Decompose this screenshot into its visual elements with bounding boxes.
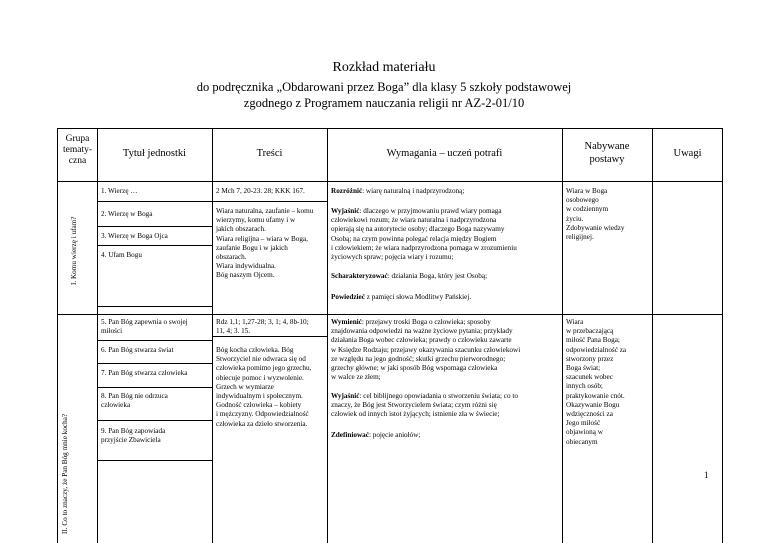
col-divider — [652, 128, 653, 543]
row-divider — [97, 245, 212, 246]
header-notes: Uwagi — [673, 148, 702, 159]
unit-8-title: 8. Pan Bóg nie odrzuca człowieka — [101, 392, 168, 410]
document-title: Rozkład materiału — [332, 60, 436, 75]
page-number: 1 — [704, 470, 709, 480]
unit-7-title: 7. Pan Bóg stwarza człowieka — [101, 369, 188, 377]
group2-label: II. Co to znaczy, że Pan Bóg mnie kocha? — [61, 413, 69, 534]
row-divider — [97, 363, 212, 364]
document-subtitle-line2: zgodnego z Programem nauczania religii nr AZ-2-01/10 — [243, 96, 525, 110]
group2-content-text: Bóg kocha człowieka. Bóg Stworzyciel nie odwraca się od człowieka pomimo jego grzechu, obiecuje pomoc i wyzwolenie. Grzech w wymiarze indywidualnym i społecznym. Godność człowieka – kobiety i mężczyzny. Odpowiedzialność człowieka za dzieło stworzenia. — [216, 346, 312, 428]
row-divider — [97, 226, 212, 227]
unit-1-title: 1. Wierzę … — [101, 187, 138, 195]
group1-attitudes: Wiara w Boga osobowego w codziennym życiu. Zdobywanie wiedzy religijnej. — [566, 187, 625, 242]
row-divider — [97, 201, 212, 202]
group2-content-refs: Rdz 1,1; 1,27-28; 3, 1; 4, 8b-10; 11, 4; 3. 15. — [216, 318, 309, 336]
row-divider — [97, 420, 212, 421]
group2-attitudes: Wiara w przebaczającą miłość Pana Boga; odpowiedzialność za stworzony przez Boga świat; szacunek wobec innych osób; praktykowanie cnót. Okazywanie Bogu wdzięczności za Jego miłość objawioną w obiecanym — [566, 318, 627, 446]
header-requirements: Wymagania – uczeń potrafi — [386, 148, 503, 159]
header-attitudes: Nabywane postawy — [584, 141, 630, 165]
unit-9-title: 9. Pan Bóg zapowiada przyjście Zbawiciela — [101, 427, 166, 445]
group1-req-distinguish: Rozróżnić: wiarę naturalną i nadprzyrodzoną; — [331, 187, 465, 195]
group1-label: I. Komu wierzę i ufam? — [70, 216, 78, 285]
header-content: Treści — [256, 148, 283, 159]
group-divider — [57, 314, 723, 315]
group1-req-characterize: Scharakteryzować: działania Boga, który jest Osobą; — [331, 272, 488, 280]
row-divider — [97, 387, 212, 388]
unit-6-title: 6. Pan Bóg stwarza świat — [101, 346, 174, 354]
group1-req-explain: Wyjaśnić: dlaczego w przyjmowaniu prawd wiary pomaga człowiekowi rozum; że wiara naturalna i nadprzyrodzona opierają się na autorytecie osoby; dlaczego Boga nazywamy Osobą; na czym powinna polegać relacja między Bogiem i człowiekiem; że wiara nadprzyrodzona pomaga w zrozumieniu życiowych spraw; pojęcia wiary i rozumu; — [331, 207, 517, 262]
group1-content-refs: 2 Mch 7, 20-23. 28; KKK 167. — [216, 187, 305, 195]
row-divider — [212, 201, 327, 202]
document-subtitle-line1: do podręcznika „Obdarowani przez Boga” dla klasy 5 szkoły podstawowej — [196, 80, 572, 94]
unit-2-title: 2. Wierzę w Boga — [101, 210, 153, 218]
unit-5-title: 5. Pan Bóg zapewnia o swojej miłości — [101, 318, 188, 336]
group1-req-recite: Powiedzieć z pamięci słowa Modlitwy Pańskiej. — [331, 293, 472, 301]
group2-req-list: Wymienić: przejawy troski Boga o człowieka; sposoby znajdowania odpowiedzi na ważne życiowe pytania; przykłady działania Boga wobec człowieka; prawdy o człowieku zawarte w Księdze Rodzaju; przejawy okazywania szacunku człowiekowi ze względu na jego godność; skutki grzechu pierworodnego; grzechy główne; w jaki sposób Bóg wspomaga człowieka w walce ze złem; — [331, 318, 521, 382]
header-unit-title: Tytuł jednostki — [122, 148, 187, 159]
row-divider — [97, 460, 212, 461]
col-divider — [327, 128, 328, 543]
header-group: Grupa tematy-czna — [62, 134, 92, 166]
group2-req-define: Zdefiniować: pojęcie aniołów; — [331, 431, 421, 439]
row-divider — [97, 306, 212, 307]
col-divider — [562, 128, 563, 543]
col-divider — [97, 128, 98, 543]
row-divider — [97, 340, 212, 341]
group1-content-text: Wiara naturalna, zaufanie – komu wierzymy, komu ufamy i w jakich obszarach. Wiara religijna – wiara w Boga, zaufanie Bogu i w jakich obszarach. Wiara indywidualna. Bóg naszym Ojcem. — [216, 207, 314, 280]
unit-3-title: 3. Wierzę w Boga Ojca — [101, 232, 168, 240]
unit-4-title: 4. Ufam Bogu — [101, 251, 142, 259]
group2-req-explain: Wyjaśnić: cel biblijnego opowiadania o stworzeniu świata; co to znaczy, że Bóg jest Stworzycielem świata; czym różni się człowiek od innych istot żyjących; istnienie zła w świecie; — [331, 392, 518, 419]
header-row-divider — [57, 181, 723, 182]
